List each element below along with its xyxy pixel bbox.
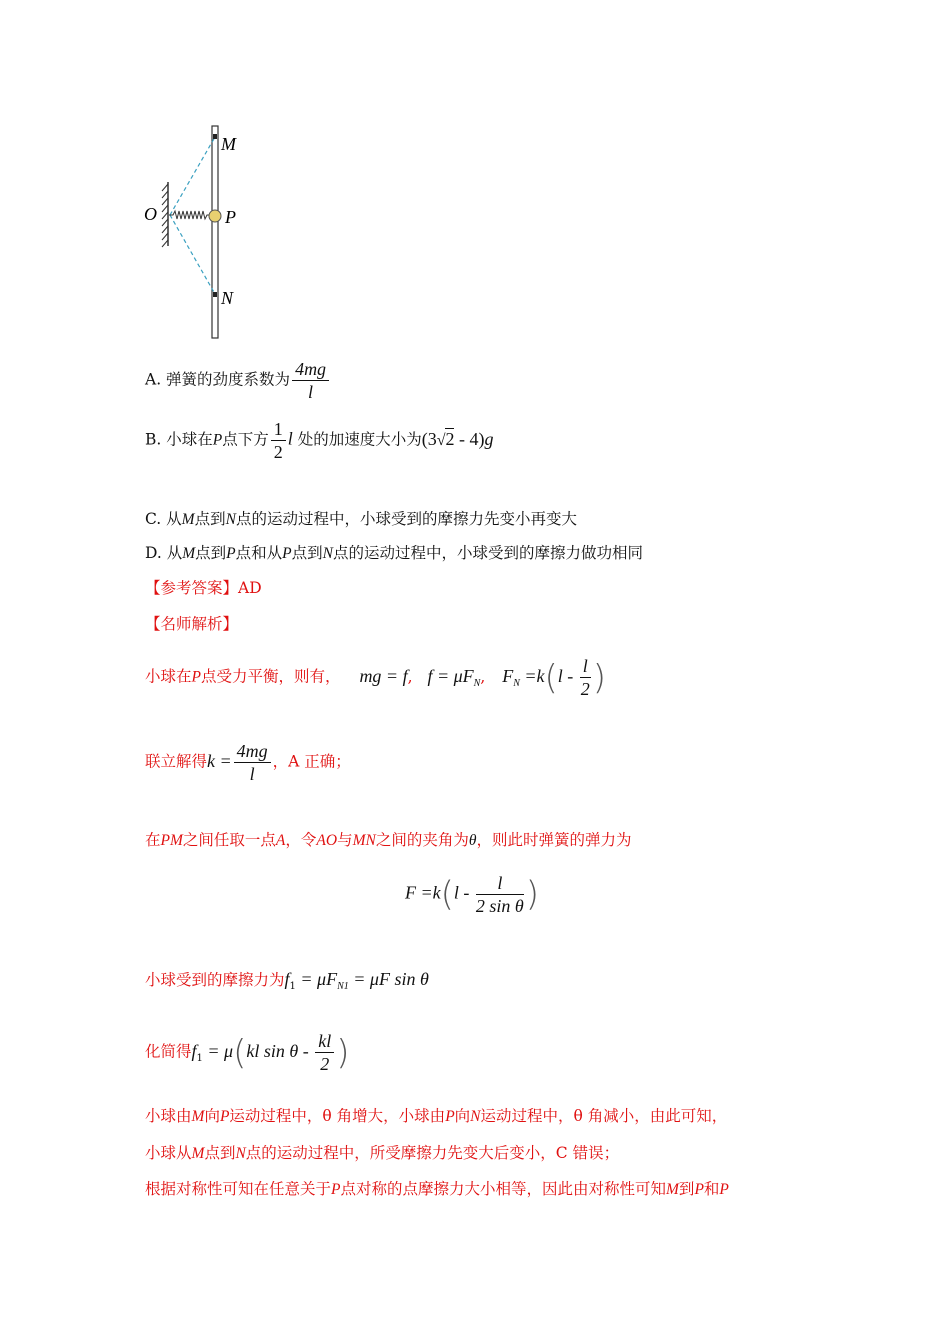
option-d: D. 从M点到P点和从P点到N点的运动过程中，小球受到的摩擦力做功相同 bbox=[145, 544, 643, 562]
mark-n bbox=[213, 292, 217, 297]
physics-figure bbox=[140, 120, 250, 345]
analysis-line-9: 根据对称性可知在任意关于P点对称的点摩擦力大小相等，因此由对称性可知M到P和P bbox=[145, 1180, 729, 1198]
option-b-fraction: $\frac{1}{2}$ bbox=[271, 418, 286, 463]
option-b bbox=[145, 418, 493, 463]
option-b-l: l bbox=[287, 428, 293, 449]
option-a-fraction: $\frac{4mg}{l}$ bbox=[292, 358, 329, 403]
ball bbox=[209, 210, 221, 222]
analysis-line-5: 小球受到的摩擦力为$f_1 = \mu F_{N1} = \mu F$ sin θ bbox=[145, 969, 429, 992]
dashed-line-on bbox=[170, 215, 215, 294]
vertical-rod bbox=[212, 126, 218, 338]
analysis-line-8: 小球从M点到N点的运动过程中，所受摩擦力先变大后变小，C 错误； bbox=[145, 1144, 620, 1162]
option-b-suffix: 处的加速度大小为 bbox=[297, 430, 422, 449]
answer-label: 【参考答案】AD bbox=[145, 579, 262, 597]
label-p: P bbox=[225, 207, 236, 227]
dashed-line-om bbox=[170, 137, 215, 215]
label-n: N bbox=[221, 288, 234, 308]
mark-m bbox=[213, 134, 217, 139]
option-b-expr: (3√2 - 4)g bbox=[421, 428, 494, 449]
label-m: M bbox=[221, 134, 236, 154]
option-c: C. 从M点到N点的运动过程中，小球受到的摩擦力先变小再变大 bbox=[145, 510, 577, 528]
analysis-line-6: 化简得$f_1 = \mu(kl$ sin θ - $\frac{kl}{2}$ ) bbox=[145, 1031, 350, 1074]
option-b-mid: 点下方 bbox=[222, 430, 269, 449]
analysis-label: 【名师解析】 bbox=[145, 615, 239, 633]
analysis-line-4: F =k(l - $\frac{l}{\text{2 sin θ}}$ ) bbox=[405, 873, 540, 916]
option-b-text: B. 小球在 bbox=[145, 430, 213, 449]
spring bbox=[169, 211, 210, 219]
option-a bbox=[145, 358, 331, 403]
option-a-text: A. 弹簧的劲度系数为 bbox=[145, 370, 291, 389]
analysis-line-2: 联立解得k = $\frac{4mg}{l}$ ，A 正确； bbox=[145, 741, 351, 784]
option-b-p: P bbox=[212, 431, 223, 449]
analysis-line-1: 小球在P点受力平衡，则有， mg = f, $f = \mu F_N$, $F_N =k(l$ - $\frac{l}{2}$ ) bbox=[145, 656, 607, 699]
analysis-line-7: 小球由M向P运动过程中，θ 角增大，小球由P向N运动过程中，θ 角减小，由此可知， bbox=[145, 1107, 728, 1125]
equation-1: mg = f, $f = \mu F_N$, $F_N =k(l$ - $\frac{l}{2}$ ) bbox=[359, 656, 607, 699]
label-o: O bbox=[144, 204, 157, 224]
analysis-line-3: 在PM之间任取一点A，令AO与MN之间的夹角为θ，则此时弹簧的弹力为 bbox=[145, 831, 632, 849]
